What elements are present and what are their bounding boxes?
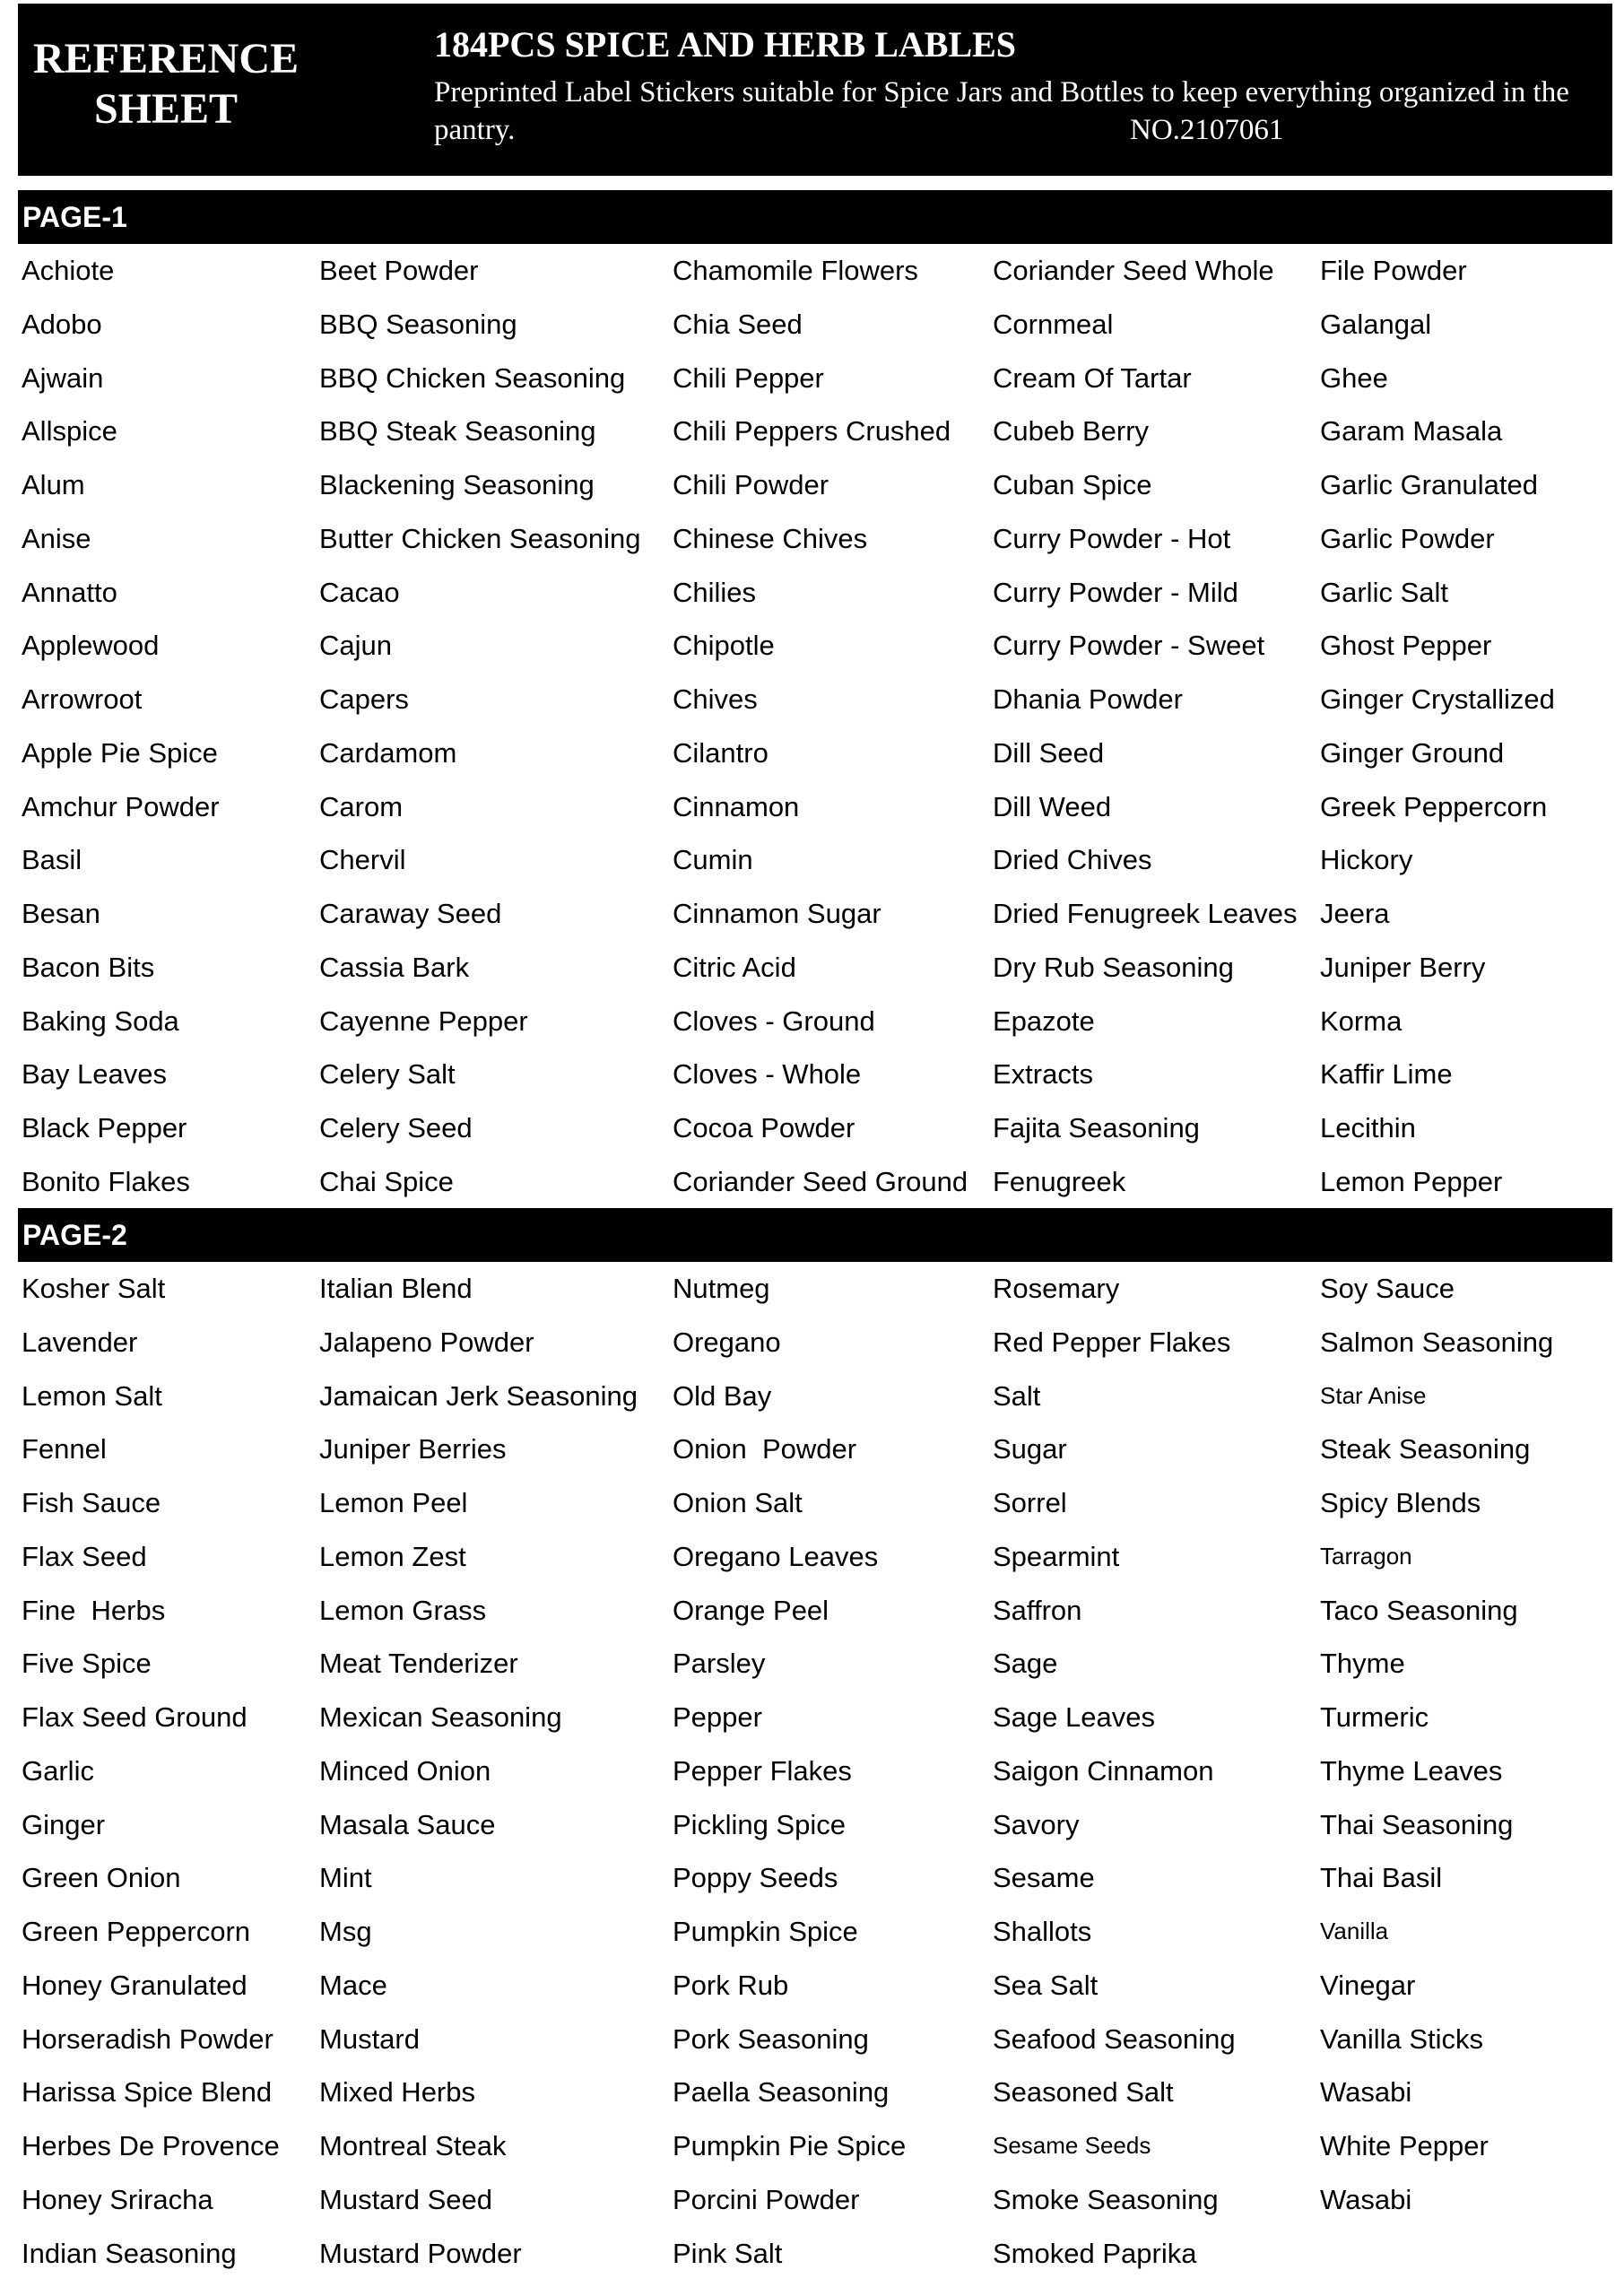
spice-label: Soy Sauce	[1320, 1273, 1455, 1304]
spice-label: Indian Seasoning	[22, 2237, 237, 2269]
spice-label: Flax Seed Ground	[22, 1701, 248, 1733]
spice-label: Orange Peel	[673, 1594, 829, 1626]
spice-label: Tarragon	[1320, 1542, 1412, 1570]
spice-label: Epazote	[993, 1004, 1095, 1037]
label-row	[0, 833, 1624, 887]
spice-label: Ginger Crystallized	[1320, 683, 1555, 715]
spice-label: Taco Seasoning	[1320, 1594, 1518, 1626]
spice-label: Arrowroot	[22, 683, 143, 715]
spice-label: Amchur Powder	[22, 790, 220, 822]
spice-label: Turmeric	[1320, 1701, 1429, 1733]
spice-label: Fajita Seasoning	[993, 1112, 1200, 1144]
label-row	[0, 1476, 1624, 1530]
spice-label: Curry Powder - Hot	[993, 522, 1231, 554]
label-row	[0, 887, 1624, 941]
label-row	[0, 1530, 1624, 1584]
page-2-label-grid	[0, 1262, 1624, 2280]
spice-label: Chervil	[319, 844, 406, 876]
spice-label: Dried Fenugreek Leaves	[993, 898, 1298, 929]
spice-label: Lecithin	[1320, 1112, 1416, 1144]
spice-label: Dill Seed	[993, 736, 1105, 769]
subtitle-line2: pantry.	[434, 114, 516, 146]
spice-label: Minced Onion	[319, 1754, 491, 1787]
spice-label: Mustard	[319, 2022, 420, 2055]
spice-label: Star Anise	[1320, 1381, 1427, 1409]
label-row	[0, 995, 1624, 1048]
spice-label: Pumpkin Pie Spice	[673, 2130, 907, 2161]
label-row	[0, 1048, 1624, 1101]
spice-label: Lemon Zest	[319, 1540, 466, 1572]
subtitle-line1: Preprinted Label Stickers suitable for Spice Jars and Bottles to keep everything organized in the	[434, 76, 1569, 109]
spice-label: File Powder	[1320, 255, 1467, 286]
spice-label: Lavender	[22, 1326, 138, 1358]
spice-label: Msg	[319, 1916, 372, 1947]
spice-label: Lemon Pepper	[1320, 1165, 1503, 1197]
spice-label: Bay Leaves	[22, 1058, 167, 1091]
spice-label: Carom	[319, 790, 404, 822]
spice-label: Cardamom	[319, 736, 457, 769]
spice-label: Cornmeal	[993, 308, 1114, 340]
label-row	[0, 1798, 1624, 1852]
label-row	[0, 1905, 1624, 1959]
spice-label: Ginger	[22, 1808, 106, 1840]
spice-label: Honey Sriracha	[22, 2183, 213, 2215]
spice-label: Sage	[993, 1648, 1058, 1680]
spice-label: Lemon Grass	[319, 1594, 487, 1626]
spice-label: Honey Granulated	[22, 1969, 248, 2001]
spice-label: Garlic Granulated	[1320, 469, 1538, 500]
spice-label: Vanilla Sticks	[1320, 2022, 1484, 2055]
spice-label: Meat Tenderizer	[319, 1648, 518, 1680]
spice-label: Chipotle	[673, 630, 775, 662]
spice-label: Garlic	[22, 1754, 94, 1787]
spice-label: Cubeb Berry	[993, 415, 1150, 448]
page-2-section-header: PAGE-2	[18, 1208, 1612, 1262]
spice-label: Ghost Pepper	[1320, 630, 1492, 662]
spice-label: Chili Peppers Crushed	[673, 415, 951, 448]
label-row	[0, 2119, 1624, 2173]
spice-label: Sage Leaves	[993, 1701, 1155, 1733]
spice-label: White Pepper	[1320, 2130, 1489, 2161]
spice-label: Garlic Powder	[1320, 522, 1495, 554]
spice-label: Chili Pepper	[673, 361, 824, 394]
spice-label: Chamomile Flowers	[673, 255, 918, 286]
label-row	[0, 244, 1624, 298]
spice-label: Achiote	[22, 255, 115, 286]
spice-label: Celery Salt	[319, 1058, 456, 1091]
label-row	[0, 458, 1624, 512]
spice-label: Masala Sauce	[319, 1808, 496, 1840]
spice-label: Mustard Seed	[319, 2183, 492, 2215]
spice-label: Black Pepper	[22, 1112, 187, 1144]
spice-label: Curry Powder - Mild	[993, 576, 1238, 608]
spice-label: Porcini Powder	[673, 2183, 860, 2215]
spice-label: Chili Powder	[673, 469, 829, 500]
spice-label: Onion Salt	[673, 1487, 803, 1518]
label-row	[0, 2227, 1624, 2281]
spice-label: Fenugreek	[993, 1165, 1126, 1197]
spice-label: Pork Rub	[673, 1969, 789, 2001]
spice-label: Greek Peppercorn	[1320, 790, 1548, 822]
spice-label: Jamaican Jerk Seasoning	[319, 1379, 638, 1412]
spice-label: Five Spice	[22, 1648, 152, 1680]
spice-label: Anise	[22, 522, 91, 554]
spice-label: Bacon Bits	[22, 951, 155, 983]
spice-label: Sesame	[993, 1862, 1095, 1894]
spice-label: Dried Chives	[993, 844, 1152, 876]
label-row	[0, 673, 1624, 726]
spice-label: Parsley	[673, 1648, 766, 1680]
spice-label: Dry Rub Seasoning	[993, 951, 1234, 983]
spice-label: Applewood	[22, 630, 160, 662]
spice-label: Thyme	[1320, 1648, 1405, 1680]
spice-label: Thyme Leaves	[1320, 1754, 1503, 1787]
spice-label: Mint	[319, 1862, 372, 1894]
spice-label: BBQ Seasoning	[319, 308, 517, 340]
page-1-section-header: PAGE-1	[18, 190, 1612, 244]
spice-label: Saigon Cinnamon	[993, 1754, 1214, 1787]
spice-label: Annatto	[22, 576, 117, 608]
spice-label: Blackening Seasoning	[319, 469, 595, 500]
spice-label: Caraway Seed	[319, 898, 502, 929]
spice-label: Red Pepper Flakes	[993, 1326, 1231, 1358]
spice-label: Cloves - Ground	[673, 1004, 875, 1037]
spice-label: BBQ Steak Seasoning	[319, 415, 596, 448]
spice-label: Rosemary	[993, 1273, 1120, 1304]
spice-label: Steak Seasoning	[1320, 1433, 1531, 1465]
spice-label: Kosher Salt	[22, 1273, 166, 1304]
spice-label: Pickling Spice	[673, 1808, 846, 1840]
label-row	[0, 726, 1624, 780]
spice-label: Mace	[319, 1969, 387, 2001]
spice-label: Capers	[319, 683, 409, 715]
spice-label: Besan	[22, 898, 100, 929]
spice-label: Chai Spice	[319, 1165, 454, 1197]
spice-label: Mexican Seasoning	[319, 1701, 562, 1733]
spice-label: Jeera	[1320, 898, 1390, 929]
spice-label: Sorrel	[993, 1487, 1067, 1518]
spice-label: Alum	[22, 469, 85, 500]
spice-label: Chinese Chives	[673, 522, 868, 554]
spice-label: Cloves - Whole	[673, 1058, 862, 1091]
spice-label: Paella Seasoning	[673, 2076, 890, 2109]
header-banner	[18, 4, 1612, 176]
spice-label: Celery Seed	[319, 1112, 473, 1144]
spice-label: Shallots	[993, 1916, 1092, 1947]
spice-label: Thai Seasoning	[1320, 1808, 1514, 1840]
spice-label: Fennel	[22, 1433, 107, 1465]
label-row	[0, 404, 1624, 458]
spice-label: Old Bay	[673, 1379, 772, 1412]
spice-label: Nutmeg	[673, 1273, 770, 1304]
spice-label: Cilantro	[673, 736, 769, 769]
spice-label: Extracts	[993, 1058, 1093, 1091]
label-row	[0, 352, 1624, 405]
label-row	[0, 1422, 1624, 1476]
spice-label: Cayenne Pepper	[319, 1004, 528, 1037]
reference-title-line2: SHEET	[93, 85, 239, 133]
spice-label: Dhania Powder	[993, 683, 1183, 715]
label-row	[0, 1101, 1624, 1155]
reference-title-line1: REFERENCE	[32, 35, 300, 83]
spice-label: Pink Salt	[673, 2237, 783, 2269]
spice-label: Mixed Herbs	[319, 2076, 475, 2109]
spice-label: Flax Seed	[22, 1540, 147, 1572]
spice-label: Korma	[1320, 1004, 1403, 1037]
spice-label: Cajun	[319, 630, 392, 662]
spice-label: Chilies	[673, 576, 757, 608]
label-row	[0, 1851, 1624, 1905]
spice-label: Sea Salt	[993, 1969, 1099, 2001]
spice-label: Cinnamon Sugar	[673, 898, 881, 929]
spice-label: Oregano	[673, 1326, 781, 1358]
label-row	[0, 1744, 1624, 1798]
spice-label: Coriander Seed Whole	[993, 255, 1274, 286]
spice-label: Fine Herbs	[22, 1594, 166, 1626]
spice-label: Salmon Seasoning	[1320, 1326, 1554, 1358]
spice-label: Ajwain	[22, 361, 104, 394]
spice-label: Butter Chicken Seasoning	[319, 522, 641, 554]
spice-label: Cocoa Powder	[673, 1112, 855, 1144]
spice-label: Bonito Flakes	[22, 1165, 190, 1197]
spice-label: Spicy Blends	[1320, 1487, 1481, 1518]
spice-label: Harissa Spice Blend	[22, 2076, 273, 2109]
spice-label: Cacao	[319, 576, 400, 608]
spice-label: Cassia Bark	[319, 951, 470, 983]
spice-label: Thai Basil	[1320, 1862, 1443, 1894]
spice-label: Cuban Spice	[993, 469, 1152, 500]
spice-label: Oregano Leaves	[673, 1540, 879, 1572]
label-row	[0, 1959, 1624, 2013]
spice-label: Baking Soda	[22, 1004, 179, 1037]
product-number: NO.2107061	[1130, 114, 1284, 146]
spice-label: Horseradish Powder	[22, 2022, 274, 2055]
spice-label: BBQ Chicken Seasoning	[319, 361, 626, 394]
spice-label: Saffron	[993, 1594, 1082, 1626]
spice-label: Garlic Salt	[1320, 576, 1448, 608]
spice-label: Poppy Seeds	[673, 1862, 838, 1894]
spice-label: Italian Blend	[319, 1273, 473, 1304]
spice-label: Jalapeno Powder	[319, 1326, 534, 1358]
spice-label: Mustard Powder	[319, 2237, 522, 2269]
spice-label: Lemon Peel	[319, 1487, 468, 1518]
spice-label: Smoked Paprika	[993, 2237, 1197, 2269]
spice-label: Dill Weed	[993, 790, 1112, 822]
spice-label: Ginger Ground	[1320, 736, 1505, 769]
spice-label: Herbes De Provence	[22, 2130, 280, 2161]
spice-label: Green Peppercorn	[22, 1916, 251, 1947]
spice-label: Spearmint	[993, 1540, 1120, 1572]
label-row	[0, 1637, 1624, 1691]
spice-label: Seasoned Salt	[993, 2076, 1174, 2109]
spice-label: Vinegar	[1320, 1969, 1416, 2001]
spice-label: Sesame Seeds	[993, 2132, 1151, 2159]
spice-label: Pepper	[673, 1701, 762, 1733]
spice-label: Galangal	[1320, 308, 1432, 340]
document-title: 184PCS SPICE AND HERB LABLES	[434, 24, 1017, 65]
spice-label: Pork Seasoning	[673, 2022, 869, 2055]
spice-label: Wasabi	[1320, 2076, 1412, 2109]
spice-label: Adobo	[22, 308, 102, 340]
label-row	[0, 512, 1624, 566]
spice-label: Smoke Seasoning	[993, 2183, 1219, 2215]
spice-label: Kaffir Lime	[1320, 1058, 1453, 1091]
label-row	[0, 2173, 1624, 2227]
label-row	[0, 2066, 1624, 2119]
spice-label: Chia Seed	[673, 308, 803, 340]
spice-label: Hickory	[1320, 844, 1413, 876]
spice-label: Green Onion	[22, 1862, 181, 1894]
spice-label: Pumpkin Spice	[673, 1916, 858, 1947]
label-row	[0, 1370, 1624, 1423]
spice-label: Pepper Flakes	[673, 1754, 852, 1787]
spice-label: Cumin	[673, 844, 753, 876]
spice-label: Cinnamon	[673, 790, 800, 822]
spice-label: Basil	[22, 844, 83, 876]
spice-label: Salt	[993, 1379, 1041, 1412]
label-row	[0, 1584, 1624, 1638]
spice-label: Lemon Salt	[22, 1379, 162, 1412]
spice-label: Apple Pie Spice	[22, 736, 218, 769]
spice-label: Cream Of Tartar	[993, 361, 1192, 394]
spice-label: Ghee	[1320, 361, 1388, 394]
label-row	[0, 566, 1624, 620]
label-row	[0, 1316, 1624, 1370]
label-row	[0, 1155, 1624, 1209]
reference-sheet-title	[18, 34, 314, 135]
spice-label: Citric Acid	[673, 951, 796, 983]
spice-label: Garam Masala	[1320, 415, 1503, 448]
label-row	[0, 2013, 1624, 2066]
spice-label: Juniper Berries	[319, 1433, 507, 1465]
page-1-label-grid	[0, 244, 1624, 1209]
spice-label: Sugar	[993, 1433, 1067, 1465]
spice-label: Vanilla	[1320, 1918, 1389, 1944]
label-row	[0, 941, 1624, 995]
spice-label: Curry Powder - Sweet	[993, 630, 1265, 662]
spice-label: Onion Powder	[673, 1433, 857, 1465]
label-row	[0, 619, 1624, 673]
spice-label: Beet Powder	[319, 255, 479, 286]
spice-label: Montreal Steak	[319, 2130, 507, 2161]
label-row	[0, 1262, 1624, 1316]
spice-label: Fish Sauce	[22, 1487, 161, 1518]
label-row	[0, 1691, 1624, 1744]
spice-label: Chives	[673, 683, 758, 715]
spice-label: Seafood Seasoning	[993, 2022, 1236, 2055]
spice-label: Allspice	[22, 415, 117, 448]
spice-label: Coriander Seed Ground	[673, 1165, 968, 1197]
label-row	[0, 780, 1624, 834]
spice-label: Wasabi	[1320, 2183, 1412, 2215]
label-row	[0, 298, 1624, 352]
spice-label: Savory	[993, 1808, 1080, 1840]
spice-label: Juniper Berry	[1320, 951, 1486, 983]
